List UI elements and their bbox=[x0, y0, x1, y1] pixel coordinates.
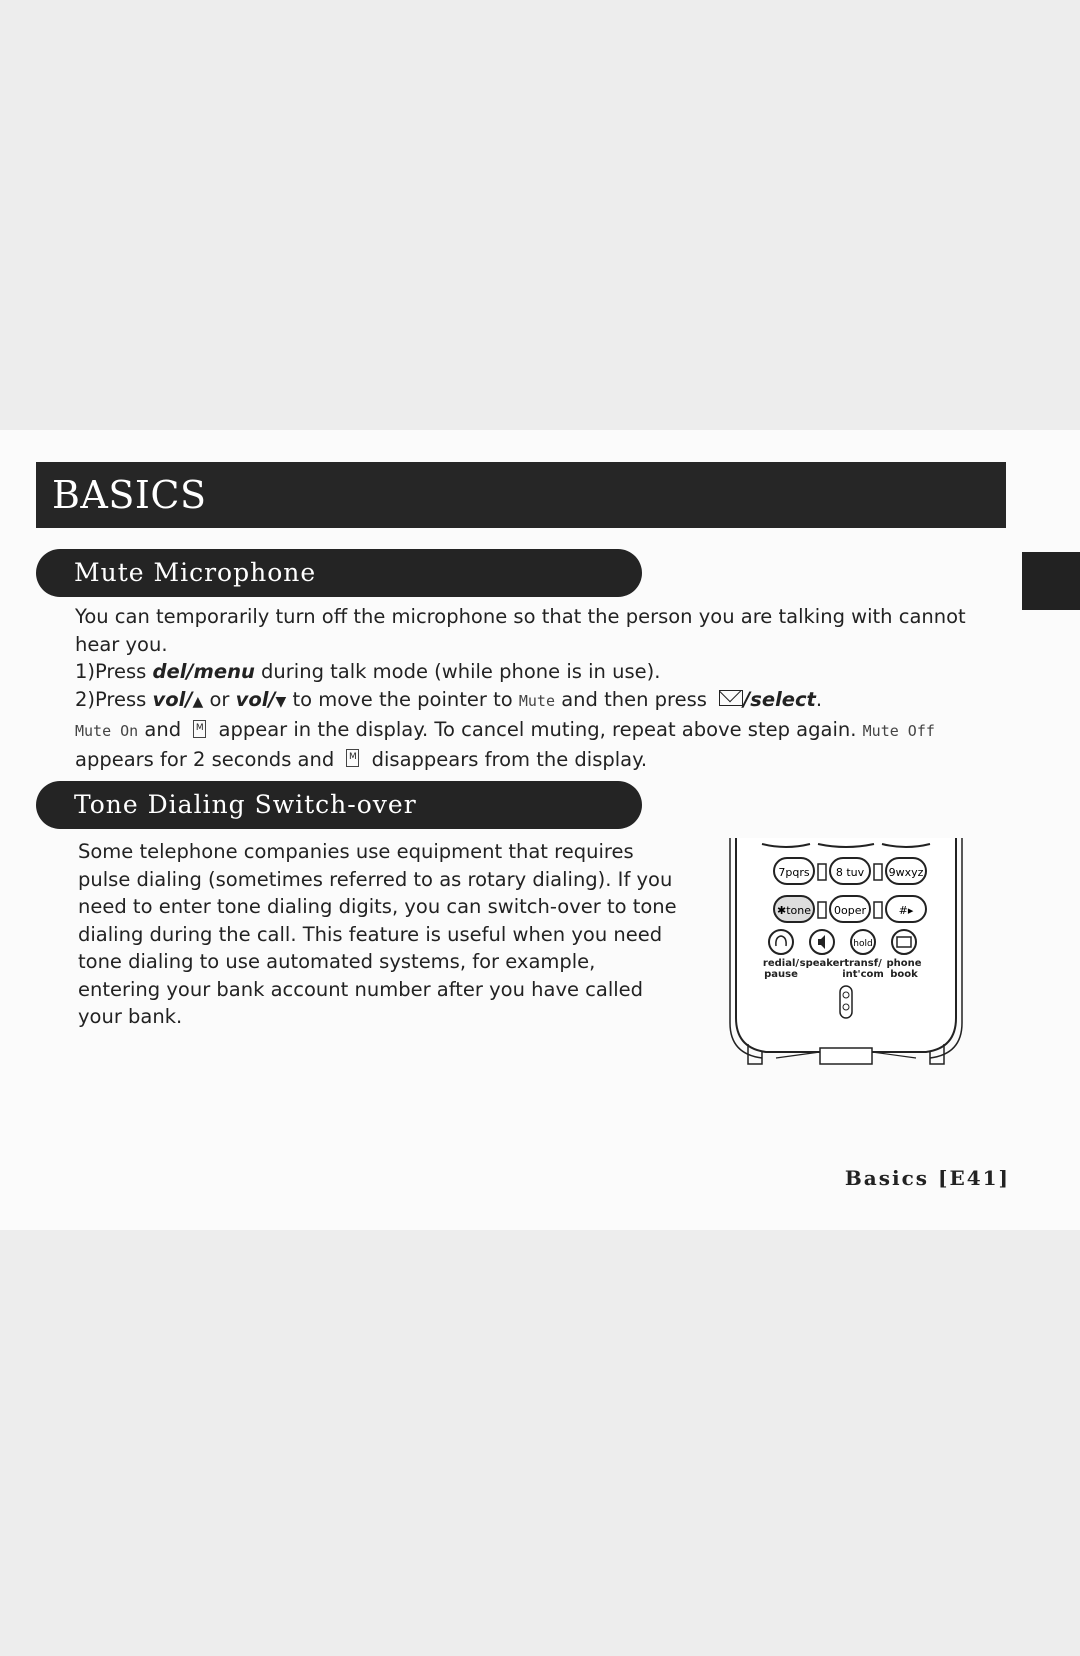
book-label: book bbox=[890, 969, 918, 980]
mute-step-2: 2)Press vol/▲ or vol/▼ to move the pointer to Mute and then press /select. bbox=[75, 687, 823, 711]
redial-label: redial/ bbox=[762, 958, 800, 969]
transfer-label: transf/ bbox=[844, 958, 882, 969]
phonebook-icon bbox=[892, 930, 916, 954]
speaker-label: speaker bbox=[799, 958, 845, 969]
phone-label: phone bbox=[886, 958, 922, 969]
message-envelope-icon bbox=[719, 690, 743, 706]
key-7-label: 7pqrs bbox=[778, 866, 810, 879]
key-hash-label: #▸ bbox=[898, 904, 914, 917]
section-heading-mute: Mute Microphone bbox=[36, 549, 642, 597]
mute-result: Mute On and M appear in the display. To cancel muting, repeat above step again. Mute Off appears for 2 seconds and M disappears from the display. bbox=[75, 718, 935, 771]
mute-intro: You can temporarily turn off the microphone so that the person you are talking with cannot hear you. bbox=[75, 605, 966, 656]
redial-icon bbox=[769, 930, 793, 954]
page-title: BASICS bbox=[36, 462, 1006, 528]
mute-instructions bbox=[75, 603, 1010, 773]
edge-tab-marker bbox=[1022, 552, 1080, 610]
intercom-label: int'com bbox=[842, 969, 884, 980]
key-8-label: 8 tuv bbox=[835, 866, 865, 879]
section-heading-tone: Tone Dialing Switch-over bbox=[36, 781, 642, 829]
tone-dialing-body: Some telephone companies use equipment that requires pulse dialing (sometimes referred to as rotary dialing). If you need to enter tone dialing digits, you can switch-over to tone dialing during the call. This feature is useful when you need tone dialing to use automated systems, for example, entering your bank account number after you have called your bank. bbox=[78, 840, 677, 1028]
mute-step-1: 1)Press del/menu during talk mode (while phone is in use). bbox=[75, 660, 661, 683]
page-footer: Basics [E41] bbox=[844, 1166, 1010, 1190]
key-9-label: 9wxyz bbox=[888, 866, 924, 879]
mute-indicator-icon: M bbox=[193, 720, 206, 738]
pause-label: pause bbox=[764, 969, 798, 980]
mute-indicator-icon: M bbox=[346, 749, 359, 767]
phone-keypad-illustration bbox=[726, 838, 966, 1070]
key-star-label: ✱tone bbox=[777, 904, 811, 917]
key-0-label: 0oper bbox=[833, 904, 867, 917]
hold-label: hold bbox=[853, 939, 873, 949]
